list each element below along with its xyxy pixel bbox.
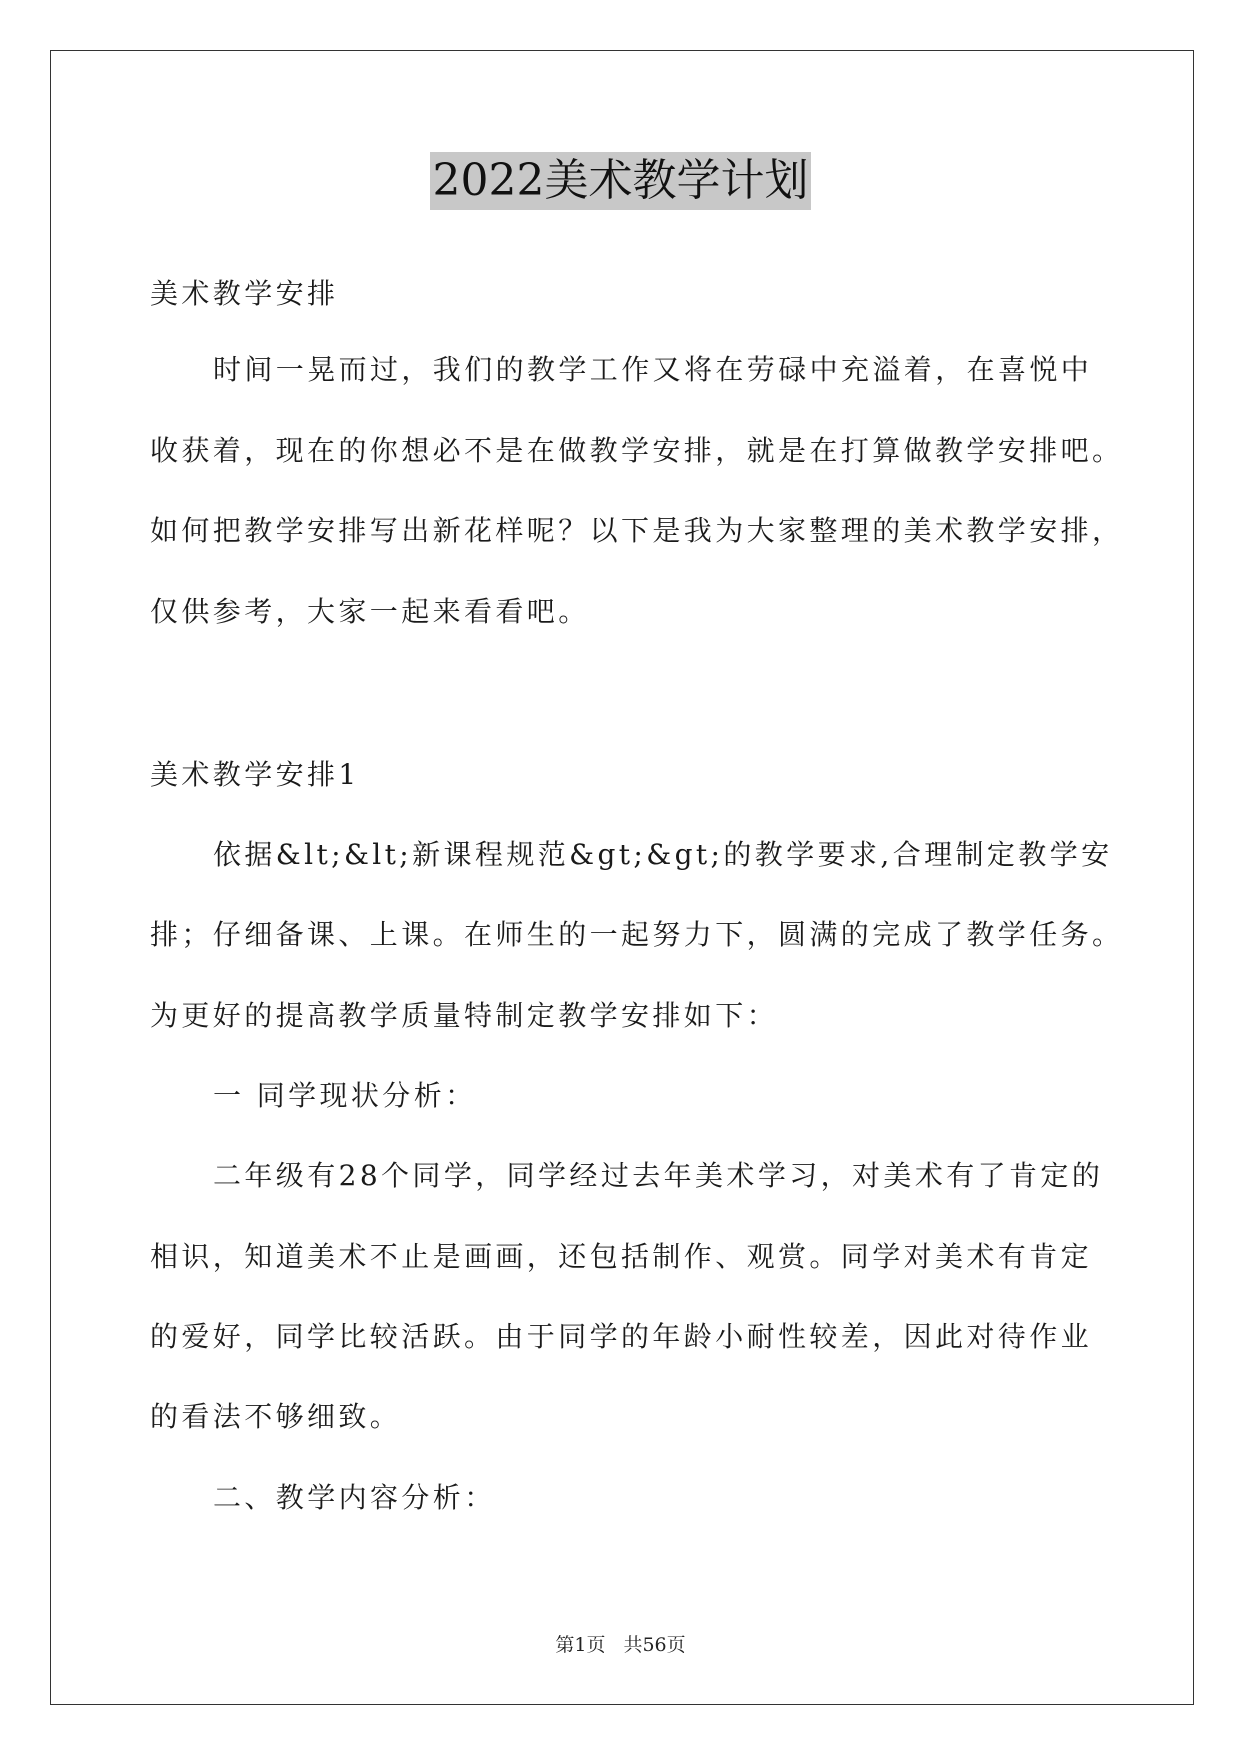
paragraph-line: 如何把教学安排写出新花样呢？以下是我为大家整理的美术教学安排， — [150, 514, 1124, 547]
subsection-heading: 一 同学现状分析： — [213, 1079, 477, 1112]
section-heading: 美术教学安排 — [150, 277, 339, 310]
subsection-heading: 二、教学内容分析： — [213, 1481, 496, 1514]
page-label-prefix: 第 — [555, 1634, 575, 1656]
page-number: 1 — [574, 1634, 587, 1656]
page-footer — [0, 1632, 1241, 1658]
document-title: 2022美术教学计划 — [430, 152, 812, 210]
paragraph-line: 为更好的提高教学质量特制定教学安排如下： — [150, 999, 779, 1032]
paragraph-line: 的爱好，同学比较活跃。由于同学的年龄小耐性较差，因此对待作业 — [150, 1320, 1093, 1353]
total-prefix: 共 — [623, 1634, 643, 1656]
paragraph-line: 的看法不够细致。 — [150, 1400, 402, 1433]
paragraph-line: 二年级有28个同学，同学经过去年美术学习，对美术有了肯定的 — [213, 1159, 1104, 1192]
section-heading: 美术教学安排1 — [150, 758, 360, 791]
paragraph-line: 排；仔细备课、上课。在师生的一起努力下，圆满的完成了教学任务。 — [150, 918, 1124, 951]
paragraph-line: 仅供参考，大家一起来看看吧。 — [150, 595, 590, 628]
paragraph-line: 相识，知道美术不止是画画，还包括制作、观赏。同学对美术有肯定 — [150, 1240, 1093, 1273]
total-suffix: 页 — [666, 1634, 686, 1656]
total-pages: 56 — [642, 1634, 667, 1656]
title-block — [0, 152, 1241, 210]
paragraph-line: 依据&lt;&lt;新课程规范&gt;&gt;的教学要求,合理制定教学安 — [213, 838, 1113, 871]
paragraph-line: 收获着，现在的你想必不是在做教学安排，就是在打算做教学安排吧。 — [150, 434, 1124, 467]
page-label-suffix: 页 — [586, 1634, 606, 1656]
paragraph-line: 时间一晃而过，我们的教学工作又将在劳碌中充溢着，在喜悦中 — [213, 353, 1093, 386]
